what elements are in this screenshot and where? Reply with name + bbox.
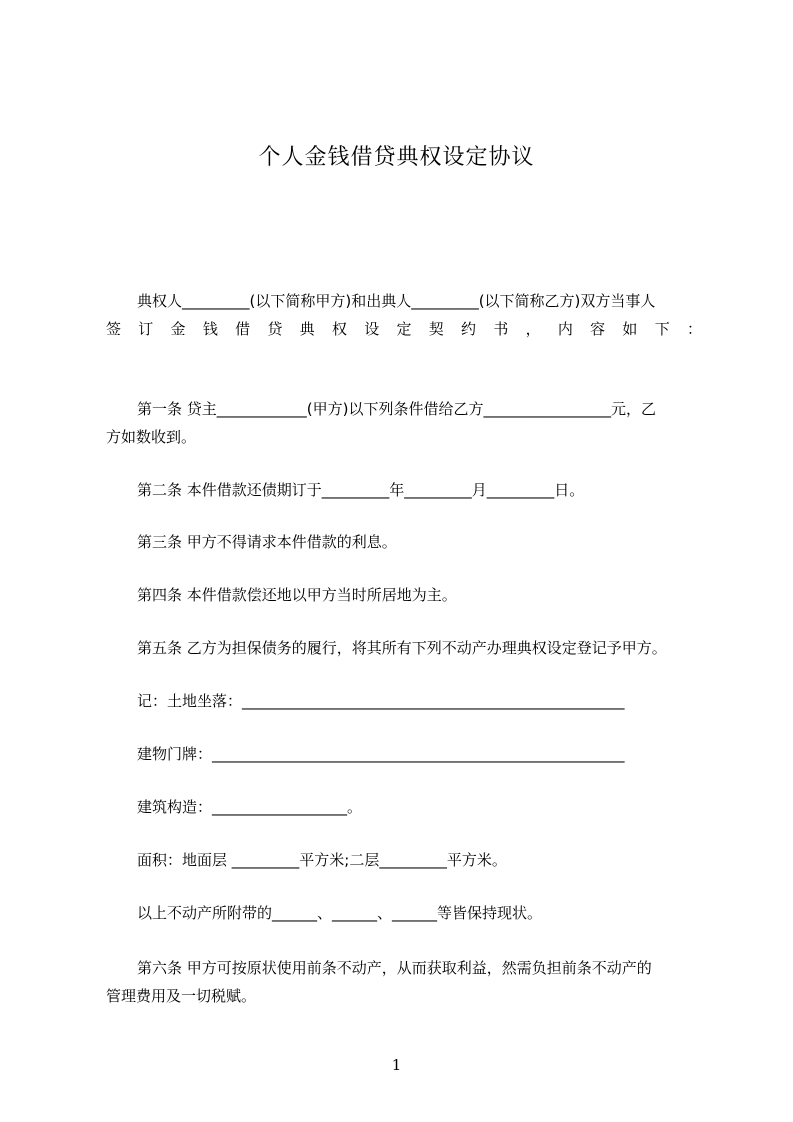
intro-line-2: 签订金钱借贷典权设定契约书，内容如下： (106, 320, 702, 338)
article-6-line-2: 管理费用及一切税赋。 (106, 987, 257, 1005)
article-5: 第五条 乙方为担保债务的履行，将其所有下列不动产办理典权设定登记予甲方。 (137, 639, 667, 657)
record-land-location: 记：土地坐落：___________________________________________________ (137, 692, 625, 710)
article-4: 第四条 本件借款偿还地以甲方当时所居地为主。 (137, 586, 457, 604)
record-building-structure: 建筑构造：__________________。 (137, 798, 363, 816)
intro-line-1: 典权人_________(以下简称甲方)和出典人_________(以下简称乙方)双方当事人 (137, 292, 656, 310)
record-attachments: 以上不动产所附带的______、______、______等皆保持现状。 (137, 904, 543, 922)
article-1-line-2: 方如数收到。 (106, 428, 197, 446)
document-title: 个人金钱借贷典权设定协议 (258, 145, 535, 170)
record-building-number: 建物门牌：_______________________________________________________ (137, 745, 625, 763)
article-1-line-1: 第一条 贷主____________(甲方)以下列条件借给乙方_________________元，乙 (137, 400, 656, 418)
article-6-line-1: 第六条 甲方可按原状使用前条不动产，从而获取利益，然需负担前条不动产的 (137, 959, 652, 977)
article-3: 第三条 甲方不得请求本件借款的利息。 (137, 533, 397, 551)
record-area: 面积：地面层 _________平方米;二层_________平方米。 (137, 851, 507, 869)
page-number: 1 (391, 1056, 402, 1074)
article-2: 第二条 本件借款还债期订于_________年_________月_________日。 (137, 481, 585, 499)
